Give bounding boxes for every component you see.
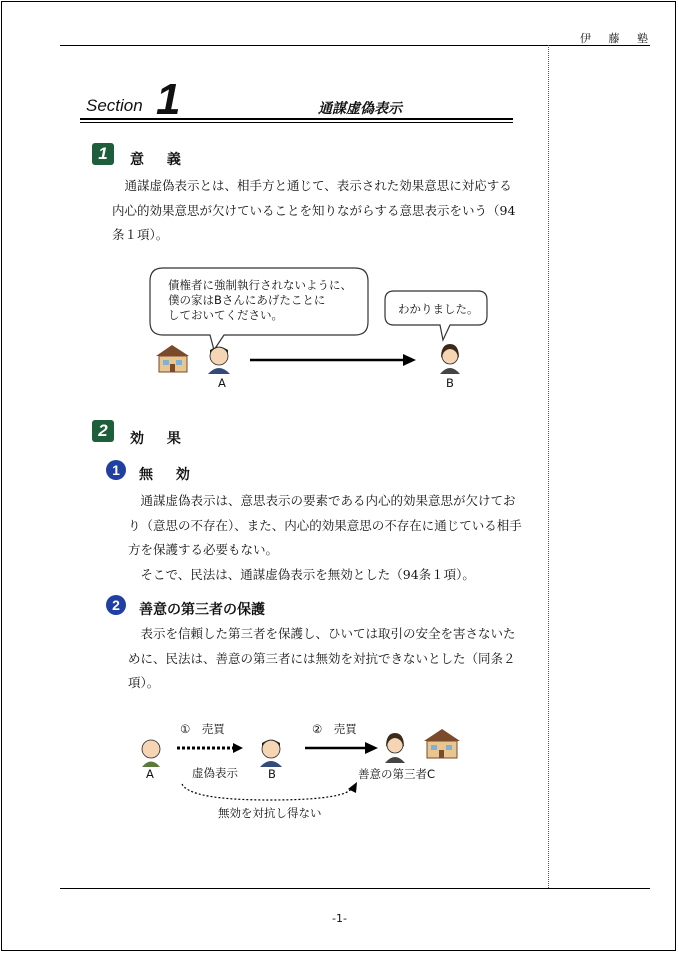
part-number-badge: 1 [92,143,114,165]
paragraph: 通謀虚偽表示は、意思表示の要素である内心的効果意思が欠けており（意思の不存在）、また、内心的効果意思の不存在に通じている相手方を保護する必要もない。 [128,493,522,557]
sub-number-badge: 2 [106,595,126,615]
speech-line: 債権者に強制執行されないように、 [168,278,352,292]
section-title: 通謀虚偽表示 [318,101,402,117]
label-a: A [146,767,154,781]
speech-line: 僕の家はBさんにあげたことに [168,293,326,307]
old-man-icon [142,740,160,767]
section-word: Section [86,96,143,115]
part-heading: 意 義 [130,152,190,168]
house-icon [424,729,460,758]
label-b: B [268,767,276,781]
part-heading: 効 果 [130,431,190,447]
paragraph: そこで、民法は、通謀虚偽表示を無効とした（94条１項）。 [140,566,475,582]
dashed-arrow-icon [177,743,243,753]
sub1-paragraphs [128,489,522,587]
sub-heading: 無 効 [139,467,199,483]
paragraph: 表示を信頼した第三者を保護し、ひいては取引の安全を害さないために、民法は、善意の第三者には無効を対抗できないとした（同条２項）。 [128,626,516,690]
man-icon [208,347,230,374]
page-number: -1- [332,912,347,925]
speech-right-text: わかりました。 [398,302,479,316]
sub2-paragraph [128,622,522,696]
man-icon [260,740,282,767]
woman-icon [385,733,405,763]
house-icon [156,345,189,372]
school-name: 伊 藤 塾 [580,32,655,45]
label-b: B [446,376,454,390]
label-c: 善意の第三者C [358,767,436,781]
dotted-curve-arrow-icon [182,782,357,800]
step1-label: ① 売買 [180,722,225,736]
part-number-badge: 2 [92,420,114,442]
section-number: 1 [156,75,181,124]
speech-left-text [168,278,352,323]
cannot-label: 無効を対抗し得ない [218,806,322,820]
arrow-icon [250,354,416,366]
step2-label: ② 売買 [312,722,357,736]
sub-heading: 善意の第三者の保護 [139,602,265,618]
sub-number-badge: 1 [106,460,126,480]
woman-icon [440,344,460,374]
fake-label: 虚偽表示 [192,766,238,780]
speech-line: しておいてください。 [168,308,283,322]
definition-text: 通謀虚偽表示とは、相手方と通じて、表示された効果意思に対応する内心的効果意思が欠けていることを知りながらする意思表示をいう（94条１項）。 [112,178,516,242]
label-a: A [218,376,226,390]
arrow-icon [305,742,378,754]
